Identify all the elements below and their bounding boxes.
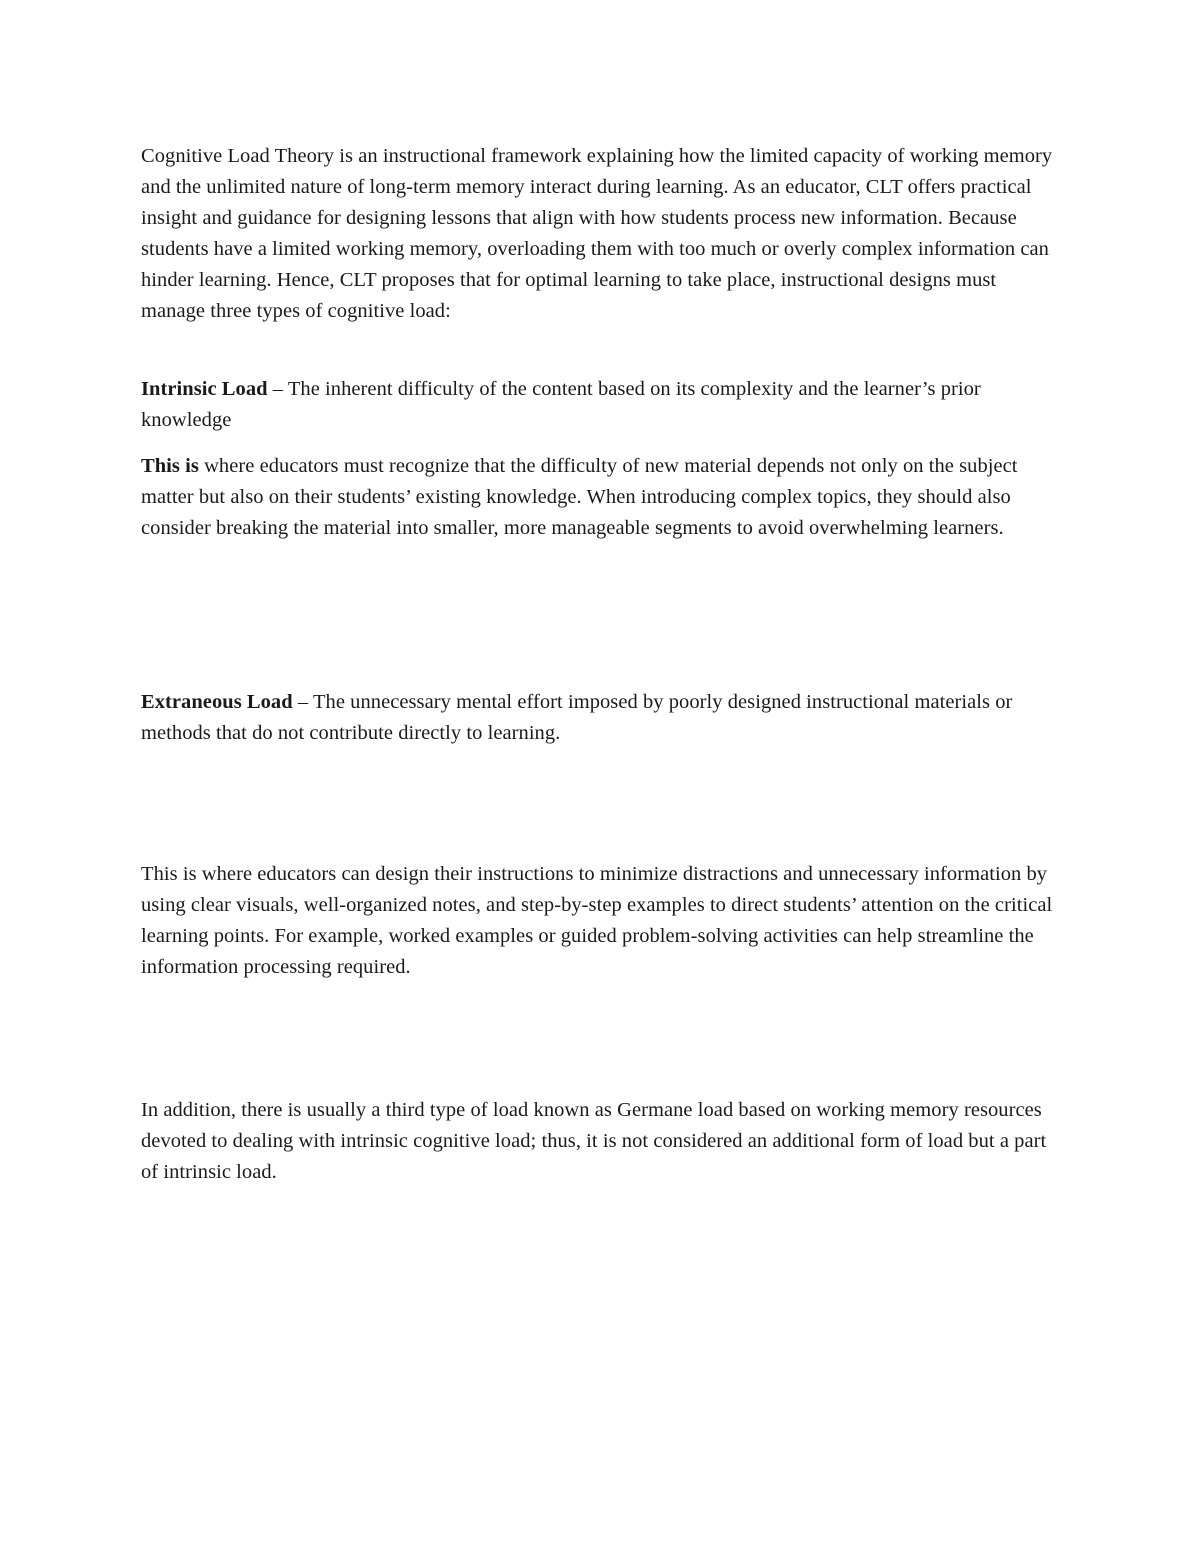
intrinsic-load-note-text: where educators must recognize that the difficulty of new material depends not only on the subject matter but also on their students’ existing knowledge. When introducing complex topics, they should also consider breaking the material into smaller, more manageable segments to avoid overwhelming learners. (141, 455, 1018, 539)
intro-paragraph: Cognitive Load Theory is an instructional framework explaining how the limited capacity of working memory and the unlimited nature of long-term memory interact during learning. As an educator, CLT offers practical insight and guidance for designing lessons that align with how students process new information. Because students have a limited working memory, overloading them with too much or overly complex information can hinder learning. Hence, CLT proposes that for optimal learning to take place, instructional designs must manage three types of cognitive load: (141, 145, 1053, 322)
intrinsic-load-definition: – The inherent difficulty of the content based on its complexity and the learner’s prior knowledge (141, 378, 981, 431)
intrinsic-load-note-lead: This is (141, 455, 199, 477)
germane-load-paragraph: In addition, there is usually a third type of load known as Germane load based on working memory resources devoted to dealing with intrinsic cognitive load; thus, it is not considered an additional form of load but a part of intrinsic load. (141, 1099, 1047, 1183)
intrinsic-load-paragraph (141, 374, 1056, 436)
extraneous-load-note-paragraph: This is where educators can design their instructions to minimize distractions and unnecessary information by using clear visuals, well-organized notes, and step-by-step examples to direct students’ attention on the critical learning points. For example, worked examples or guided problem-solving activities can help streamline the information processing required. (141, 863, 1053, 978)
intrinsic-load-note-paragraph (141, 451, 1056, 544)
extraneous-load-definition: – The unnecessary mental effort imposed by poorly designed instructional materials or methods that do not contribute directly to learning. (141, 691, 1013, 744)
extraneous-load-paragraph (141, 687, 1056, 749)
intrinsic-load-term: Intrinsic Load (141, 378, 268, 400)
extraneous-load-term: Extraneous Load (141, 691, 293, 713)
